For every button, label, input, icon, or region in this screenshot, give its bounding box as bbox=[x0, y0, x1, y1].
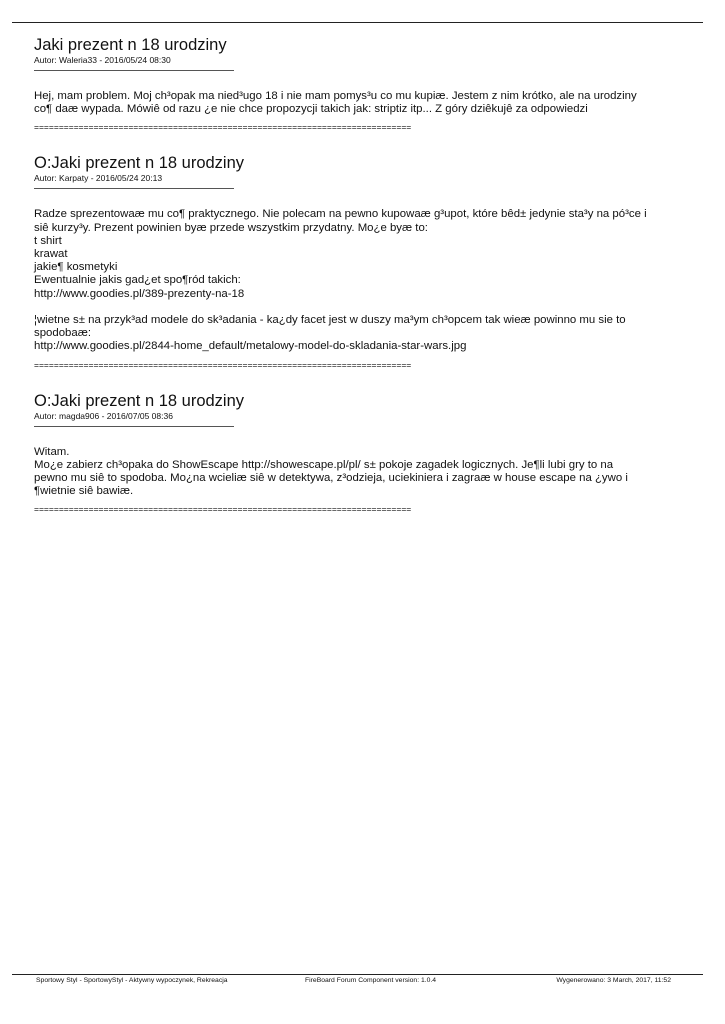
post-separator: ============================================================================ bbox=[34, 359, 412, 370]
post-separator: ============================================================================ bbox=[34, 122, 412, 133]
meta-divider bbox=[34, 426, 234, 427]
body-line: spodobaæ: bbox=[34, 327, 91, 340]
body-link[interactable]: http://www.goodies.pl/389-prezenty-na-18 bbox=[34, 287, 245, 300]
footer-component-version: FireBoard Forum Component version: 1.0.4 bbox=[305, 977, 437, 984]
body-line: Mo¿e zabierz ch³opaka do ShowEscape http://showescape.pl/pl/ s± pokoje zagadek logicznych. Je¶li lubi gry to na bbox=[34, 458, 614, 471]
body-link[interactable]: http://www.goodies.pl/2844-home_default/metalowy-model-do-skladania-star-wars.jpg bbox=[34, 340, 467, 353]
post-meta: Autor: Karpaty - 2016/05/24 20:13 bbox=[34, 173, 163, 184]
body-line: co¶ daæ wypada. Mówiê od razu ¿e nie chce propozycji takich jak: striptiz itp... Z góry dziêkujê za odpowiedzi bbox=[34, 103, 588, 116]
body-line: krawat bbox=[34, 248, 68, 261]
post-title: Jaki prezent n 18 urodziny bbox=[34, 36, 227, 54]
body-line: pewno mu siê to spodoba. Mo¿na wcieliæ siê w detektywa, z³odzieja, uciekiniera i zagraæ w house escape na ¿ywo i bbox=[34, 472, 628, 485]
post-body bbox=[34, 446, 694, 499]
post-1 bbox=[34, 36, 694, 132]
body-line: ¶wietnie siê bawiæ. bbox=[34, 485, 134, 498]
body-line bbox=[34, 301, 694, 314]
post-title: O:Jaki prezent n 18 urodziny bbox=[34, 154, 245, 173]
post-3 bbox=[34, 392, 694, 515]
body-line: ¦wietne s± na przyk³ad modele do sk³adania - ka¿dy facet jest w duszy ma³ym ch³opcem tak wieæ powinno mu sie to bbox=[34, 314, 626, 327]
post-meta: Autor: Waleria33 - 2016/05/24 08:30 bbox=[34, 55, 171, 65]
post-meta: Autor: magda906 - 2016/07/05 08:36 bbox=[34, 410, 173, 421]
top-rule bbox=[12, 22, 703, 23]
post-list bbox=[34, 36, 694, 514]
post-body bbox=[34, 208, 694, 353]
post-2 bbox=[34, 154, 694, 369]
body-line: Radze sprezentowaæ mu co¶ praktycznego. Nie polecam na pewno kupowaæ g³upot, które bêd± jedynie sta³y na pó³ce i bbox=[34, 208, 647, 221]
post-body bbox=[34, 90, 694, 116]
body-line: Hej, mam problem. Moj ch³opak ma nied³ugo 18 i nie mam pomys³u co mu kupiæ. Jestem z nim krótko, ale na urodziny bbox=[34, 90, 637, 102]
bottom-rule bbox=[12, 974, 703, 975]
footer-generated-date: Wygenerowano: 3 March, 2017, 11:52 bbox=[556, 977, 671, 984]
footer-site-name: Sportowy Styl - SportowyStyl - Aktywny wypoczynek, Rekreacja bbox=[36, 977, 228, 984]
body-line: Witam. bbox=[34, 445, 70, 458]
body-line: Ewentualnie jakis gad¿et spo¶ród takich: bbox=[34, 274, 241, 287]
body-line: siê kurzy³y. Prezent powinien byæ przede wszystkim przydatny. Mo¿e byæ to: bbox=[34, 221, 428, 234]
body-line: t shirt bbox=[34, 234, 62, 247]
meta-divider bbox=[34, 188, 234, 189]
post-separator: ============================================================================ bbox=[34, 504, 412, 515]
meta-divider bbox=[34, 70, 234, 71]
post-title: O:Jaki prezent n 18 urodziny bbox=[34, 391, 245, 410]
body-line: jakie¶ kosmetyki bbox=[34, 261, 118, 274]
